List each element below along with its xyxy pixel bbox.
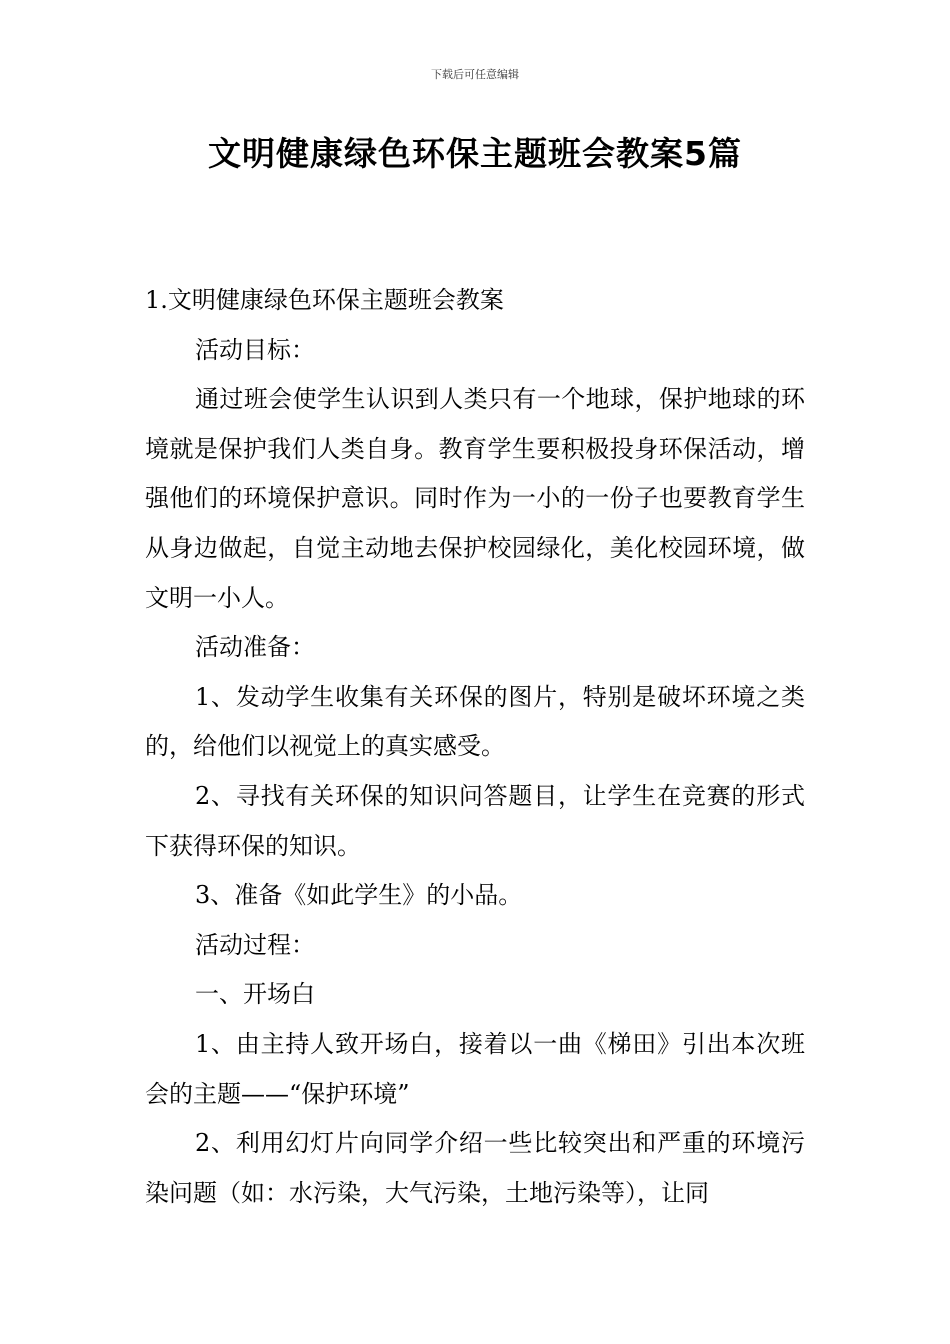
paragraph-prep-item-1: 1、发动学生收集有关环保的图片，特别是破坏环境之类的，给他们以视觉上的真实感受。 bbox=[145, 682, 805, 761]
paragraph-goal-text: 通过班会使学生认识到人类只有一个地球，保护地球的环境就是保护我们人类自身。教育学生要积极投身环保活动，增强他们的环境保护意识。同时作为一小的一份子也要教育学生从身边做起，自觉主动地去保护校园绿化，美化校园环境，做文明一小人。 bbox=[145, 385, 805, 612]
paragraph-process-item-1: 1、由主持人致开场白，接着以一曲《梯田》引出本次班会的主题——“保护环境” bbox=[145, 1029, 805, 1108]
paragraph-process-heading: 活动过程： bbox=[195, 930, 315, 959]
document-title: 文明健康绿色环保主题班会教案5篇 bbox=[208, 134, 742, 173]
header-note: 下载后可任意编辑 bbox=[431, 68, 519, 81]
paragraph-process-part-1: 一、开场白 bbox=[195, 980, 315, 1009]
paragraph-prep-heading: 活动准备： bbox=[195, 633, 315, 662]
paragraph-prep-item-2: 2、寻找有关环保的知识问答题目，让学生在竞赛的形式下获得环保的知识。 bbox=[145, 781, 805, 860]
paragraph-goal-heading: 活动目标： bbox=[195, 335, 315, 364]
document-body bbox=[145, 276, 805, 1218]
paragraph-prep-item-3: 3、准备《如此学生》的小品。 bbox=[195, 881, 523, 910]
paragraph-process-item-2: 2、利用幻灯片向同学介绍一些比较突出和严重的环境污染问题（如：水污染，大气污染，土地污染等），让同 bbox=[145, 1129, 805, 1207]
section-heading: 1.文明健康绿色环保主题班会教案 bbox=[145, 286, 504, 314]
